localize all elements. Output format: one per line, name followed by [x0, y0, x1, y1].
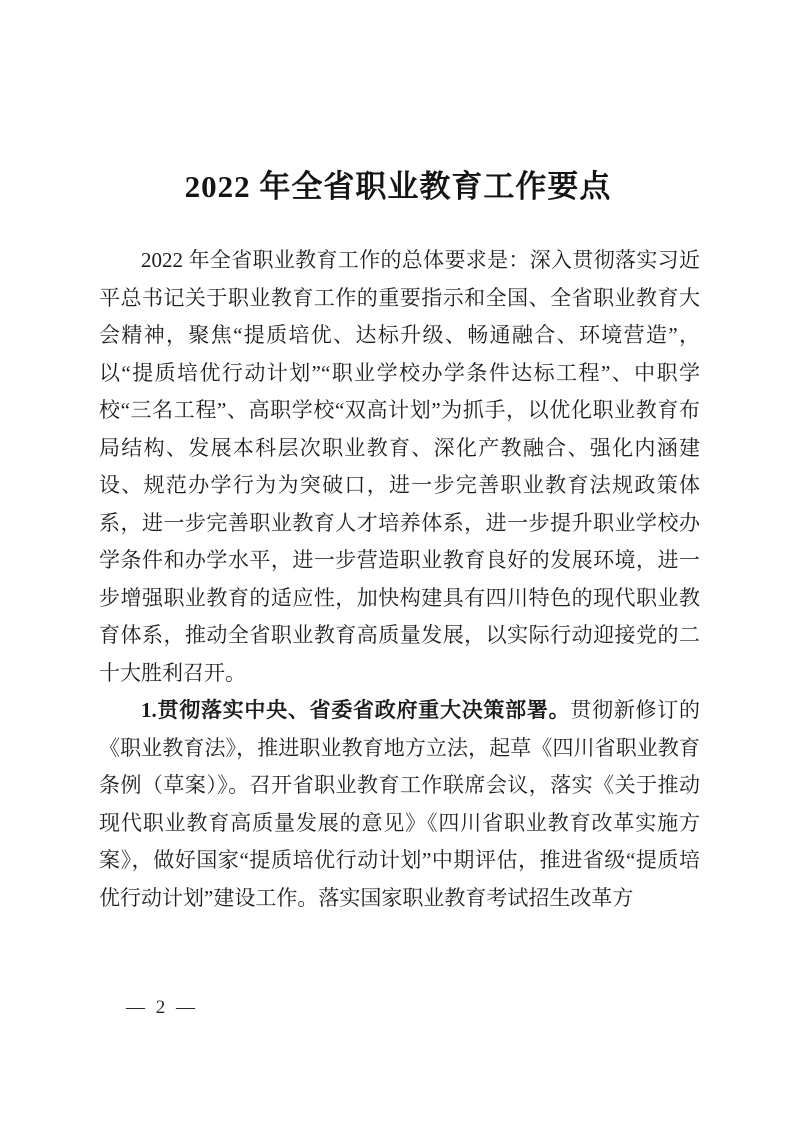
document-body	[99, 242, 700, 917]
paragraph-1	[99, 242, 700, 692]
paragraph-2-lead: 1.贯彻落实中央、省委省政府重大决策部署。	[141, 698, 571, 722]
paragraph-1-text: 2022 年全省职业教育工作的总体要求是：深入贯彻落实习近平总书记关于职业教育工作的重要指示和全国、全省职业教育大会精神，聚焦“提质培优、达标升级、畅通融合、环境营造”，以“提质培优行动计划”“职业学校办学条件达标工程”、中职学校“三名工程”、高职学校“双高计划”为抓手，以优化职业教育布局结构、发展本科层次职业教育、深化产教融合、强化内涵建设、规范办学行为为突破口，进一步完善职业教育法规政策体系，进一步完善职业教育人才培养体系，进一步提升职业学校办学条件和办学水平，进一步营造职业教育良好的发展环境，进一步增强职业教育的适应性，加快构建具有四川特色的现代职业教育体系，推动全省职业教育高质量发展，以实际行动迎接党的二十大胜利召开。	[99, 248, 700, 685]
page-number: — 2 —	[126, 997, 198, 1018]
paragraph-2	[99, 692, 700, 917]
paragraph-2-text: 贯彻新修订的《职业教育法》，推进职业教育地方立法，起草《四川省职业教育条例（草案）》。召开省职业教育工作联席会议，落实《关于推动现代职业教育高质量发展的意见》《四川省职业教育改革实施方案》，做好国家“提质培优行动计划”中期评估，推进省级“提质培优行动计划”建设工作。落实国家职业教育考试招生改革方	[99, 698, 701, 910]
document-title: 2022 年全省职业教育工作要点	[184, 169, 612, 204]
